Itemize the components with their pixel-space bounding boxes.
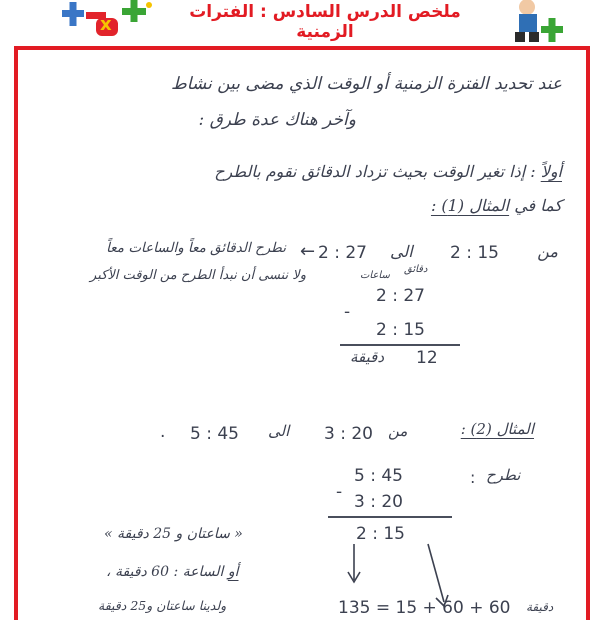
example2-from: 3 : 20	[324, 424, 373, 444]
example1-from: 2 : 15	[450, 243, 499, 263]
ex1-row-1: 2 : 27	[376, 286, 425, 306]
intro-line-2: وآخر هناك عدة طرق :	[198, 110, 356, 130]
example1-note-2: ولا ننسى أن نبدأ الطرح من الوقت الأكبر	[90, 268, 306, 283]
ex1-result-unit: دقيقة	[350, 348, 385, 366]
ex2-result: 2 : 15	[356, 524, 405, 544]
ex2-result-text: « ساعتان و 25 دقيقة »	[104, 526, 243, 542]
sum-minute-word: دقيقة	[526, 600, 554, 614]
example2-to: 5 : 45	[190, 424, 239, 444]
example1-note-1: نطرح الدقائق معاً والساعات معاً	[106, 240, 286, 256]
ex1-row-2: 2 : 15	[376, 320, 425, 340]
header	[0, 0, 610, 44]
svg-text:x: x	[100, 14, 112, 35]
example-1-label: المثال (1) :	[430, 196, 510, 215]
example2-dot: .	[160, 422, 166, 442]
example1-to: 2 : 27	[318, 243, 367, 263]
first-label: أولاً	[540, 162, 562, 181]
first-text: : إذا تغير الوقت بحيث تزداد الدقائق نقوم بالطرح	[214, 162, 536, 181]
example2-prefix: من	[388, 422, 408, 440]
down-arrows-icon	[18, 50, 590, 620]
arrow-left-icon: ←	[300, 241, 316, 262]
ex2-minus-sign: -	[336, 482, 343, 502]
ex2-row-1: 5 : 45	[354, 466, 403, 486]
example1-prefix: من	[537, 242, 558, 261]
intro-line-1: عند تحديد الفترة الزمنية أو الوقت الذي مضى بين نشاط	[171, 74, 562, 94]
example2-to-word: الى	[268, 422, 290, 440]
or-label: أو	[227, 564, 239, 580]
math-symbols-icon	[56, 0, 156, 36]
ex1-minus-sign: -	[344, 302, 351, 322]
sum-equation: 135 = 15 + 60 + 60	[338, 598, 511, 618]
we-have-line: ولدينا ساعتان و25 دقيقة	[98, 598, 227, 613]
subtract-colon: :	[470, 468, 476, 487]
col-hours-label: ساعات	[360, 270, 390, 281]
example1-to-word: الى	[390, 242, 413, 261]
page-title: ملخص الدرس السادس : الفترات الزمنية	[189, 2, 461, 42]
subtract-word: نطرح	[486, 466, 521, 484]
summary-sheet	[14, 46, 590, 620]
example-2-label: المثال (2) :	[460, 420, 534, 438]
ex1-result: 12	[416, 348, 438, 368]
ex2-row-2: 3 : 20	[354, 492, 403, 512]
teacher-character-icon	[505, 0, 565, 46]
or-text: الساعة : 60 دقيقة ،	[106, 564, 224, 580]
col-minutes-label: دقائق	[404, 264, 428, 275]
first-text-2: كما في	[514, 196, 562, 215]
